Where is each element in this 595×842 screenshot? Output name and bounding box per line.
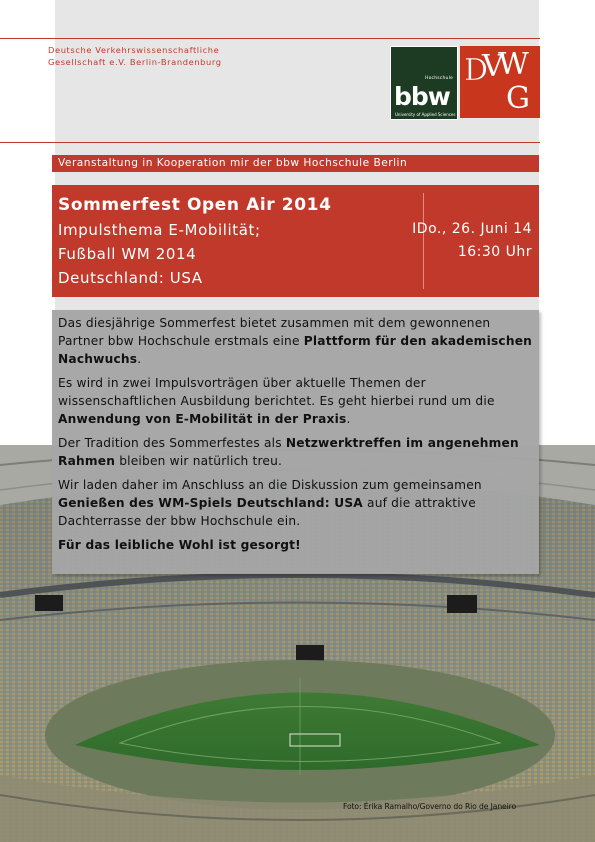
paragraph-text: Wir laden daher im Anschluss an die Diskussion zum gemeinsamen bbox=[58, 478, 482, 492]
organization-name-line1: Deutsche Verkehrswissenschaftliche bbox=[48, 45, 220, 55]
paragraph-highlight: Netzwerktreffen im angenehmen Rahmen bbox=[58, 436, 519, 468]
paragraph-text: bleiben wir natürlich treu. bbox=[115, 454, 283, 468]
svg-text:D: D bbox=[464, 53, 489, 88]
event-box bbox=[52, 185, 539, 297]
paragraph-highlight: Genießen des WM-Spiels Deutschland: USA bbox=[58, 496, 363, 510]
paragraph-platform bbox=[58, 314, 533, 368]
organization-name-line2: Gesellschaft e.V. Berlin-Brandenburg bbox=[48, 57, 222, 67]
paragraph-catering bbox=[58, 536, 533, 554]
event-title: Sommerfest Open Air 2014 bbox=[58, 195, 332, 215]
bbw-logo bbox=[390, 46, 458, 120]
event-date: IDo., 26. Juni 14 bbox=[412, 221, 532, 237]
paragraph-highlight: Plattform für den akademischen Nachwuchs bbox=[58, 334, 533, 366]
bbw-logo-top-text: Hochschule bbox=[424, 76, 453, 81]
bbw-logo-bottom-text: University of Applied Sciences bbox=[395, 112, 456, 117]
dvwg-logo bbox=[460, 46, 540, 118]
cooperation-banner: Veranstaltung in Kooperation mir der bbw Hochschule Berlin bbox=[52, 155, 539, 172]
paragraph-highlight: Anwendung von E-Mobilität in der Praxis bbox=[58, 412, 347, 426]
event-time: 16:30 Uhr bbox=[457, 244, 532, 260]
bbw-logo-text: bbw bbox=[394, 82, 450, 111]
svg-text:V: V bbox=[482, 49, 504, 84]
paragraph-talks bbox=[58, 374, 533, 428]
paragraph-invitation bbox=[58, 476, 533, 530]
paragraph-tradition bbox=[58, 434, 533, 470]
event-topic-2: Fußball WM 2014 bbox=[58, 245, 197, 263]
description-box bbox=[52, 310, 539, 574]
paragraph-text: Der Tradition des Sommerfestes als bbox=[58, 436, 286, 450]
paragraph-text: Das diesjährige Sommerfest bietet zusammen mit dem gewonnenen Partner bbw Hochschule erstmals eine bbox=[58, 316, 491, 348]
header-rule-bottom bbox=[0, 142, 540, 143]
svg-text:G: G bbox=[506, 81, 530, 116]
organization-name bbox=[48, 44, 222, 68]
paragraph-text: auf die attraktive Dachterrasse der bbw Hochschule ein. bbox=[58, 496, 476, 528]
event-topic-1: Impulsthema E-Mobilität; bbox=[58, 221, 261, 239]
event-divider bbox=[423, 193, 424, 289]
paragraph-highlight: Für das leibliche Wohl ist gesorgt! bbox=[58, 538, 301, 552]
header-rule-top bbox=[0, 38, 540, 39]
event-topic-3: Deutschland: USA bbox=[58, 269, 203, 287]
paragraph-text: . bbox=[137, 352, 142, 366]
paragraph-text: . bbox=[346, 412, 351, 426]
photo-credit: Foto: Érika Ramalho/Governo do Rio de Janeiro bbox=[343, 802, 517, 811]
paragraph-text: Es wird in zwei Impulsvorträgen über aktuelle Themen der wissenschaftlichen Ausbildung berichtet. Es geht hierbei rund um die bbox=[58, 376, 495, 408]
svg-text:W: W bbox=[498, 47, 529, 82]
